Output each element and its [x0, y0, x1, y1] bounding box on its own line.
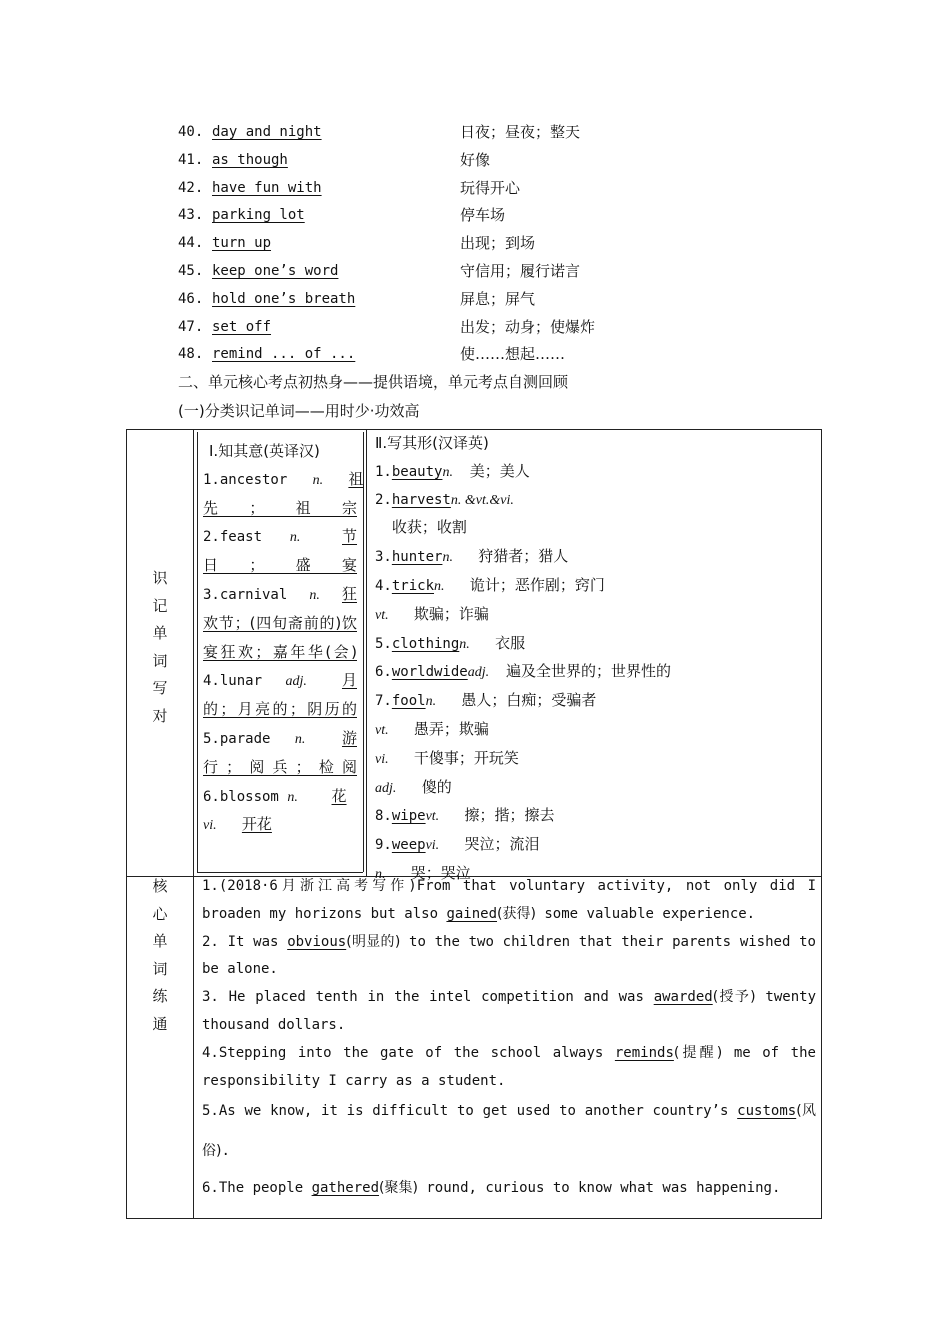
- section-heading: 二、单元核心考点初热身——提供语境，单元考点自测回顾: [178, 373, 569, 391]
- phrase-row: 40. day and night 日夜；昼夜；整天: [178, 121, 698, 149]
- vocab-table: [126, 429, 822, 1219]
- table-divider: [363, 432, 364, 872]
- list-item: 5.parade n. 游行；阅兵；检阅: [203, 728, 357, 776]
- phrase-chinese: 日夜；昼夜；整天: [460, 123, 581, 141]
- phrase-row: 45. keep one’s word 守信用；履行诺言: [178, 260, 698, 288]
- phrase-row: 42. have fun with 玩得开心: [178, 177, 698, 205]
- phrase-english: as though: [212, 151, 288, 168]
- sentence-item: 5.As we know, it is difficult to get used to another country’s customs(风俗).: [202, 1103, 816, 1160]
- phrase-english: turn up: [212, 235, 272, 252]
- table-divider: [193, 430, 194, 1218]
- list-item: 8.wipevt. 擦；揩；擦去: [375, 806, 555, 825]
- phrase-chinese: 停车场: [460, 206, 506, 225]
- table-divider: [197, 432, 198, 872]
- phrase-row: 47. set off 出发；动身；使爆炸: [178, 316, 698, 344]
- phrase-chinese: 出发；动身；使爆炸: [460, 317, 596, 336]
- phrase-english: parking lot: [212, 207, 305, 224]
- sub-heading: (一)分类识记单词——用时少·功效高: [178, 402, 420, 420]
- list-item: 6.blossom n. 花 vi. 开花: [203, 786, 347, 834]
- list-item: 4.trickn. 诡计；恶作剧；窍门 vt. 欺骗；诈骗: [375, 575, 605, 623]
- sentence-item: 3. He placed tenth in the intel competition and was awarded(授予) twenty thousand dollars.: [202, 989, 816, 1033]
- sentence-item: 1.(2018·6月浙江高考写作)From that voluntary activity, not only did I broaden my horizons but also gained(获得) some valuable experience.: [202, 878, 816, 922]
- phrase-chinese: 屏息；屏气: [460, 289, 536, 308]
- phrase-english: have fun with: [212, 179, 322, 196]
- phrase-chinese: 守信用；履行诺言: [460, 261, 581, 280]
- column-title: Ⅰ.知其意(英译汉): [209, 442, 320, 460]
- phrase-row: 41. as though 好像: [178, 149, 698, 177]
- table-divider: [366, 430, 367, 876]
- phrase-chinese: 好像: [460, 150, 491, 169]
- sentence-practice: [202, 873, 816, 1203]
- phrase-row: 48. remind ... of ... 使……想起……: [178, 343, 698, 371]
- column-meaning: [203, 438, 364, 840]
- phrase-chinese: 出现；到场: [460, 234, 536, 253]
- list-item: 4.lunar adj. 月的；月亮的；阴历的: [203, 671, 357, 719]
- sentence-item: 6.The people gathered(聚集) round, curious to know what was happening.: [202, 1180, 781, 1197]
- phrase-row: 44. turn up 出现；到场: [178, 232, 698, 260]
- phrase-row: 46. hold one’s breath 屏息；屏气: [178, 288, 698, 316]
- phrase-chinese: 玩得开心: [460, 178, 521, 197]
- phrase-english: hold one’s breath: [212, 290, 356, 307]
- list-item: 1.ancestor n. 祖先；祖宗: [203, 469, 364, 517]
- phrase-list: [178, 121, 698, 371]
- phrase-english: day and night: [212, 124, 322, 140]
- list-item: 2.feast n. 节日；盛宴: [203, 527, 358, 575]
- phrase-english: remind ... of ...: [212, 346, 356, 363]
- column-form: [375, 430, 815, 889]
- list-item: 3.huntern. 狩猎者；猎人: [375, 547, 569, 566]
- list-item: 5.clothingn. 衣服: [375, 633, 526, 652]
- list-item: 6.worldwideadj. 遍及全世界的；世界性的: [375, 662, 671, 681]
- list-item: 2.harvestn. &vt.&vi. 收获；收割: [375, 491, 514, 537]
- phrase-row: 43. parking lot 停车场: [178, 204, 698, 232]
- list-item: 1.beautyn. 美；美人: [375, 461, 530, 480]
- sentence-item: 4.Stepping into the gate of the school always reminds(提醒) me of the responsibility I carry as a student.: [202, 1044, 816, 1089]
- phrase-chinese: 使……想起……: [460, 345, 566, 364]
- row-label-core-words: 核 心 单 词 练 通: [152, 877, 168, 1033]
- sentence-item: 2. It was obvious(明显的) to the two children that their parents wished to be alone.: [202, 933, 816, 978]
- list-item: 7.fooln. 愚人；白痴；受骗者 vt. 愚弄；欺骗 vi. 干傻事；开玩笑 adj. 傻的: [375, 691, 597, 796]
- column-title: Ⅱ.写其形(汉译英): [375, 434, 489, 452]
- row-label-vocab-recall: 识 记 单 词 写 对: [152, 569, 168, 725]
- phrase-english: set off: [212, 318, 272, 335]
- list-item: 9.weepvi. 哭泣；流泪 n. 哭；哭泣: [375, 835, 540, 882]
- phrase-english: keep one’s word: [212, 262, 339, 279]
- list-item: 3.carnival n. 狂欢节；(四旬斋前的)饮宴狂欢；嘉年华(会): [203, 584, 357, 661]
